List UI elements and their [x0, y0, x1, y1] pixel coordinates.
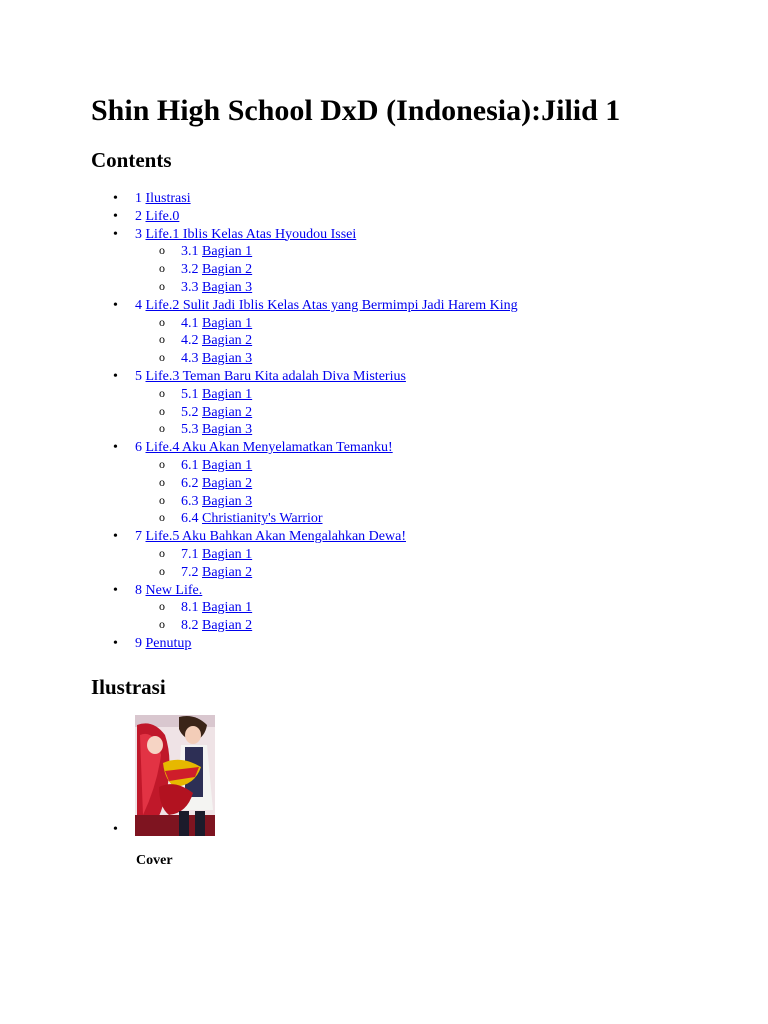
toc-sublink[interactable]: Bagian 2	[202, 404, 253, 420]
toc-item-number: 4	[135, 297, 142, 313]
toc-item	[91, 368, 518, 439]
toc-subitem	[91, 404, 518, 422]
toc-subitem-number: 4.3	[181, 351, 199, 367]
toc-subitem-number: 5.1	[181, 386, 199, 402]
toc-sublink[interactable]: Bagian 3	[202, 279, 253, 295]
toc-link[interactable]: Life.0	[145, 208, 180, 224]
toc-subitem	[91, 315, 518, 333]
illustration-heading: Ilustrasi	[91, 675, 166, 699]
toc-item-number: 6	[135, 440, 142, 456]
toc-link[interactable]: Life.4 Aku Akan Menyelamatkan Temanku!	[145, 440, 393, 456]
toc-subitem-number: 4.1	[181, 315, 199, 331]
toc-sublink[interactable]: Bagian 1	[202, 244, 253, 260]
toc-subitem-number: 6.2	[181, 475, 199, 491]
toc-sublink[interactable]: Bagian 3	[202, 493, 253, 509]
toc-sublink[interactable]: Bagian 2	[202, 564, 253, 580]
contents-heading: Contents	[91, 148, 172, 172]
cover-image[interactable]	[135, 715, 215, 836]
toc-item-number: 9	[135, 635, 142, 651]
toc-sublink[interactable]: Bagian 2	[202, 262, 253, 278]
toc-sublink[interactable]: Bagian 3	[202, 422, 253, 438]
toc-subitem	[91, 243, 518, 261]
toc-subitem-number: 5.3	[181, 422, 199, 438]
toc-subitem	[91, 564, 518, 582]
toc-link[interactable]: Penutup	[145, 635, 192, 651]
cover-caption: Cover	[136, 853, 173, 868]
toc-link[interactable]: Life.3 Teman Baru Kita adalah Diva Misterius	[145, 368, 406, 384]
toc-subitem	[91, 510, 518, 528]
toc-sublink[interactable]: Bagian 1	[202, 600, 253, 616]
toc-item-number: 1	[135, 191, 142, 206]
toc-item	[91, 439, 518, 528]
toc-sublist	[135, 386, 518, 439]
toc-subitem-number: 5.2	[181, 404, 199, 420]
toc-item	[91, 190, 518, 208]
toc-sublist	[135, 457, 518, 528]
toc-subitem-number: 6.1	[181, 457, 199, 473]
toc-subitem	[91, 475, 518, 493]
toc-sublink[interactable]: Bagian 2	[202, 333, 253, 349]
toc-item	[91, 582, 518, 635]
toc-subitem	[91, 386, 518, 404]
toc-subitem	[91, 279, 518, 297]
toc-link[interactable]: Life.1 Iblis Kelas Atas Hyoudou Issei	[145, 226, 357, 242]
toc-subitem-number: 7.1	[181, 546, 199, 562]
toc-item-number: 7	[135, 529, 142, 545]
toc-item	[91, 297, 518, 368]
toc-subitem	[91, 546, 518, 564]
toc-subitem-number: 3.1	[181, 244, 199, 260]
toc-subitem	[91, 350, 518, 368]
toc-item-number: 3	[135, 226, 142, 242]
toc-subitem-number: 7.2	[181, 564, 199, 580]
toc-item	[91, 635, 518, 653]
toc-sublist	[135, 243, 518, 296]
toc-subitem-number: 8.2	[181, 618, 199, 634]
toc-item	[91, 226, 518, 297]
toc-link[interactable]: New Life.	[145, 582, 203, 598]
toc-sublink[interactable]: Bagian 1	[202, 386, 253, 402]
toc-subitem	[91, 617, 518, 635]
toc-link[interactable]: Ilustrasi	[145, 191, 191, 206]
toc-item	[91, 528, 518, 581]
toc-subitem	[91, 599, 518, 617]
toc-subitem	[91, 493, 518, 511]
toc-item-number: 2	[135, 208, 142, 224]
toc-subitem	[91, 332, 518, 350]
list-bullet: •	[113, 822, 118, 837]
toc-link[interactable]: Life.5 Aku Bahkan Akan Mengalahkan Dewa!	[145, 529, 406, 545]
toc-subitem-number: 6.3	[181, 493, 199, 509]
toc-sublink[interactable]: Bagian 2	[202, 618, 253, 634]
toc-subitem-number: 8.1	[181, 600, 199, 616]
cover-illustration	[135, 715, 215, 836]
table-of-contents	[91, 190, 518, 653]
toc-sublink[interactable]: Bagian 1	[202, 315, 253, 331]
toc-item-number: 5	[135, 368, 142, 384]
toc-sublist	[135, 546, 518, 582]
toc-item	[91, 208, 518, 226]
toc-sublink[interactable]: Bagian 3	[202, 351, 253, 367]
toc-item-number: 8	[135, 582, 142, 598]
toc-link[interactable]: Life.2 Sulit Jadi Iblis Kelas Atas yang Bermimpi Jadi Harem King	[145, 297, 518, 313]
toc-sublist	[135, 599, 518, 635]
toc-sublink[interactable]: Bagian 2	[202, 475, 253, 491]
toc-subitem-number: 3.3	[181, 279, 199, 295]
page-title: Shin High School DxD (Indonesia):Jilid 1	[91, 94, 621, 127]
toc-subitem-number: 3.2	[181, 262, 199, 278]
toc-sublist	[135, 315, 518, 368]
toc-sublink[interactable]: Christianity's Warrior	[202, 511, 323, 527]
toc-subitem-number: 4.2	[181, 333, 199, 349]
toc-subitem	[91, 457, 518, 475]
toc-subitem	[91, 421, 518, 439]
toc-subitem	[91, 261, 518, 279]
toc-sublink[interactable]: Bagian 1	[202, 546, 253, 562]
toc-sublink[interactable]: Bagian 1	[202, 457, 253, 473]
toc-subitem-number: 6.4	[181, 511, 199, 527]
